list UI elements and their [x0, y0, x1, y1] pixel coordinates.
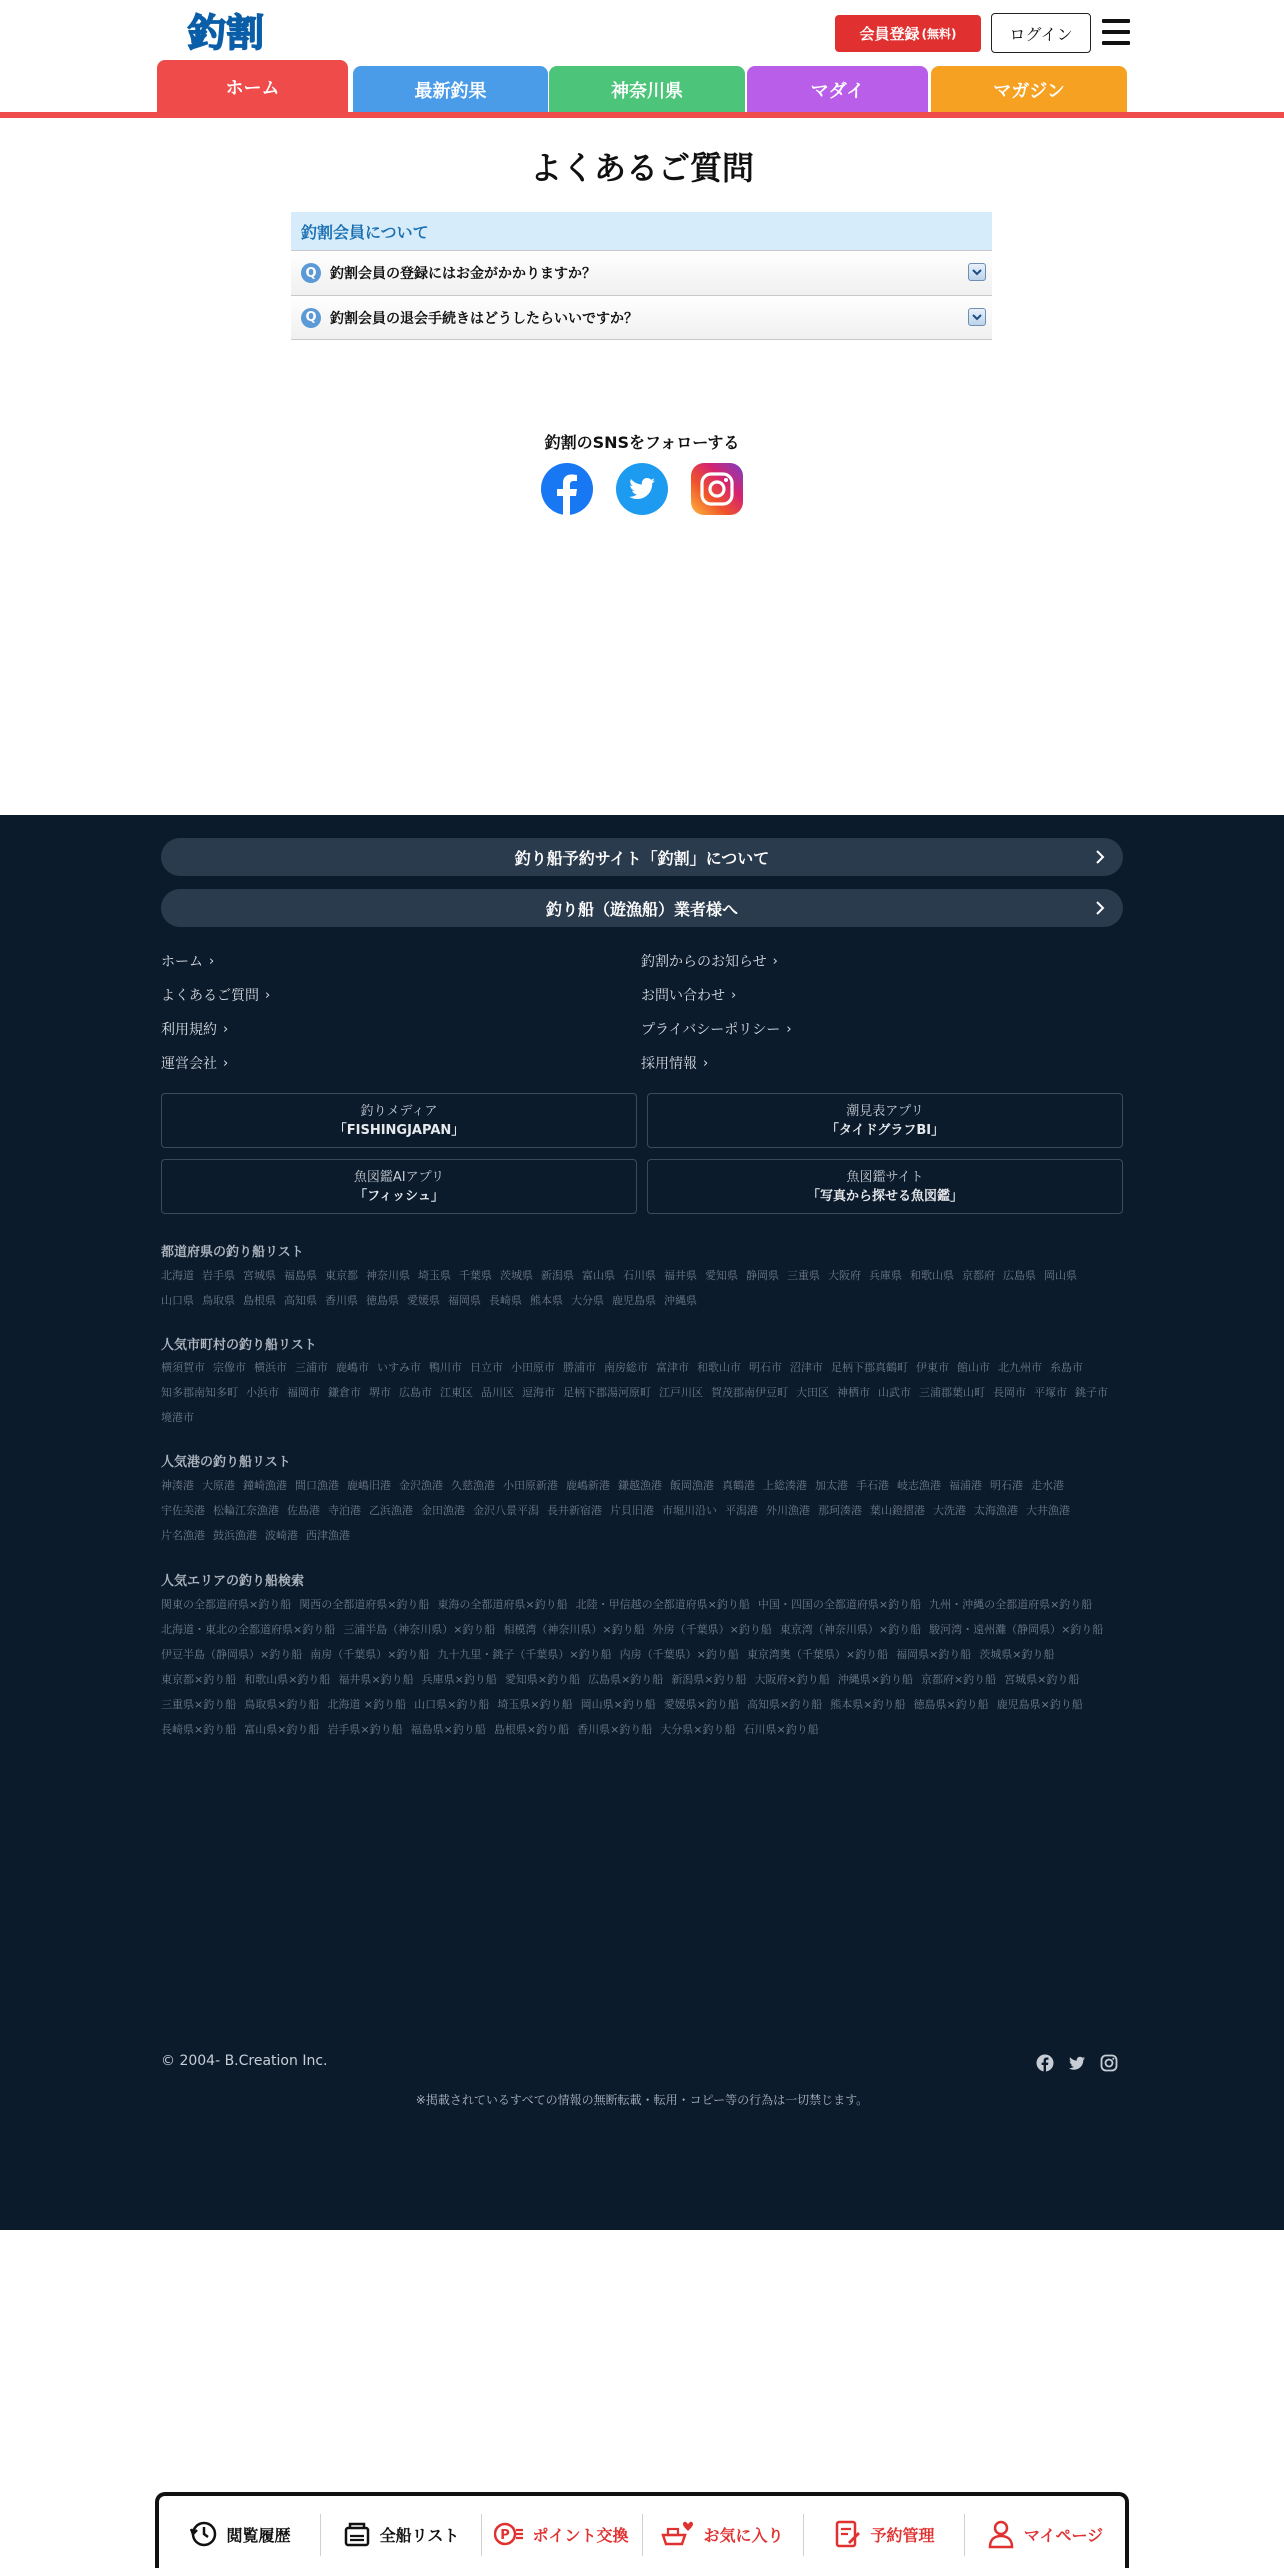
tab-underline-bar	[0, 112, 1284, 118]
footer-list-link[interactable]: 沖縄県×釣り船	[837, 1673, 913, 1686]
footer-list-link[interactable]: 三浦郡葉山町	[919, 1386, 985, 1399]
footer-list-link[interactable]: 外川漁港	[766, 1504, 810, 1517]
svg-text:P: P	[500, 2528, 511, 2543]
footer-list-link[interactable]: 大阪府	[828, 1269, 861, 1282]
footer-list-link[interactable]: 愛媛県×釣り船	[663, 1698, 740, 1711]
footer-list-link[interactable]: 三重県	[787, 1269, 820, 1282]
box-line1: 潮見表アプリ	[846, 1103, 924, 1119]
footer-list-link[interactable]: 埼玉県	[418, 1269, 451, 1282]
footer-link-contact[interactable]	[641, 985, 736, 1005]
footer-list-link[interactable]: 館山市	[957, 1361, 990, 1374]
footer-link-company[interactable]	[161, 1053, 228, 1073]
chevron-right-icon: ›	[209, 953, 215, 969]
footer-list-link[interactable]: 茨城県×釣り船	[979, 1648, 1055, 1661]
tab-madai[interactable]: マダイ	[747, 66, 928, 114]
link-label: 運営会社	[161, 1056, 217, 1072]
facebook-icon[interactable]	[1036, 2054, 1054, 2072]
chevron-down-icon[interactable]	[968, 308, 986, 326]
instagram-icon[interactable]	[691, 463, 743, 515]
footer-list-link[interactable]: 関東の全都道府県×釣り船	[161, 1598, 292, 1611]
footer-list-link[interactable]: 逗海市	[522, 1386, 555, 1399]
footer-list-link[interactable]: 手石港	[856, 1479, 889, 1492]
footer-list-link[interactable]: 相模湾（神奈川県）×釣り船	[503, 1623, 645, 1636]
footer-list-link[interactable]: 沼津市	[790, 1361, 823, 1374]
footer-list-link[interactable]: 新潟県	[541, 1269, 574, 1282]
footer-list-link[interactable]: 片名漁港	[161, 1529, 205, 1542]
footer-list-link[interactable]: 九十九里・銚子（千葉県）×釣り船	[437, 1648, 612, 1661]
logo-mark	[180, 6, 272, 56]
footer-list-link[interactable]: 福岡県×釣り船	[896, 1648, 972, 1661]
facebook-icon[interactable]	[541, 463, 593, 515]
footer-list-link[interactable]: 内房（千葉県）×釣り船	[619, 1648, 739, 1661]
footer-list-link[interactable]: 神奈川県	[366, 1269, 410, 1282]
footer-list-link[interactable]: 宗像市	[213, 1361, 246, 1374]
question-icon: Q	[301, 308, 321, 328]
chevron-right-icon: ›	[223, 1055, 229, 1071]
footer-list-link[interactable]: 糸島市	[1050, 1361, 1083, 1374]
register-label: 会員登録	[859, 25, 920, 43]
footer-list-link[interactable]: 西津漁港	[306, 1529, 350, 1542]
footer-list-link[interactable]: 静岡県	[746, 1269, 779, 1282]
main-tabs	[157, 60, 1127, 114]
city-list-title: 人気市町村の釣り船リスト	[161, 1338, 317, 1353]
footer-list-link[interactable]: 山口県	[161, 1294, 194, 1307]
footer-list-link[interactable]: 愛知県×釣り船	[504, 1673, 581, 1686]
footer-list-link[interactable]: 大田区	[796, 1386, 829, 1399]
site-logo[interactable]	[180, 6, 272, 56]
twitter-icon[interactable]	[616, 463, 668, 515]
footer-list-link[interactable]: 勝浦市	[563, 1361, 596, 1374]
footer-list-link[interactable]: 香川県×釣り船	[577, 1723, 653, 1736]
link-label: ホーム	[161, 954, 203, 970]
footer-list-link[interactable]: 岩手県	[202, 1269, 235, 1282]
chevron-right-icon: ›	[703, 1055, 709, 1071]
footer-list-link[interactable]: 葉山鐙摺港	[870, 1504, 925, 1517]
footer-list-link[interactable]: 伊豆半島（静岡県）×釣り船	[161, 1648, 303, 1661]
footer-list-link[interactable]: 松輪江奈漁港	[213, 1504, 279, 1517]
footer-list-link[interactable]: 山口県×釣り船	[414, 1698, 490, 1711]
footer-list-link[interactable]: 三重県×釣り船	[161, 1698, 237, 1711]
footer-list-link[interactable]: 島根県	[243, 1294, 276, 1307]
footer-list-link[interactable]: 大阪府×釣り船	[754, 1673, 830, 1686]
footer-list-link[interactable]: 愛媛県	[407, 1294, 440, 1307]
footer-list-link[interactable]: 鼓浜漁港	[213, 1529, 257, 1542]
footer-list-link[interactable]: 石川県	[623, 1269, 656, 1282]
footer-list-link[interactable]: 岡山県	[1044, 1269, 1077, 1282]
footer-list-link[interactable]: 熊本県	[530, 1294, 563, 1307]
footer-list-link[interactable]: 広島市	[399, 1386, 432, 1399]
nav-label: 閲覧履歴	[226, 2525, 291, 2545]
nav-favorites[interactable]	[642, 2496, 803, 2568]
footer-list-link[interactable]: 関西の全都道府県×釣り船	[299, 1598, 430, 1611]
footer-list-link[interactable]: 沖縄県	[664, 1294, 697, 1307]
footer-list-link[interactable]: 銚子市	[1075, 1386, 1108, 1399]
footer-list-link[interactable]: 乙浜漁港	[369, 1504, 413, 1517]
prefecture-list	[161, 1263, 1123, 1313]
footer-list-link[interactable]: 千葉県	[459, 1269, 492, 1282]
footer-list-link[interactable]: 江戸川区	[659, 1386, 703, 1399]
footer-list-link[interactable]: 山武市	[878, 1386, 911, 1399]
tab-magazine[interactable]: マガジン	[931, 66, 1127, 114]
footer-list-link[interactable]: 徳島県	[366, 1294, 399, 1307]
footer-list-link[interactable]: 兵庫県×釣り船	[421, 1673, 497, 1686]
chevron-right-icon	[1091, 899, 1109, 917]
login-button[interactable]: ログイン	[991, 13, 1091, 53]
footer-list-link[interactable]: 広島県×釣り船	[588, 1673, 664, 1686]
instagram-icon[interactable]	[1100, 2054, 1118, 2072]
footer-link-recruit[interactable]	[641, 1053, 708, 1073]
box-line2: 「タイドグラフBI」	[825, 1122, 945, 1138]
footer-link-home[interactable]	[161, 951, 214, 971]
footer-list-link[interactable]: 上総湊港	[763, 1479, 807, 1492]
footer-list-link[interactable]: 熊本県×釣り船	[830, 1698, 906, 1711]
faq-item[interactable]	[291, 295, 992, 340]
footer-list-link[interactable]: 徳島県×釣り船	[913, 1698, 989, 1711]
reservation-icon	[832, 2519, 862, 2549]
link-label: プライバシーポリシー	[641, 1022, 781, 1038]
footer-list-link[interactable]: 北海道・東北の全都道府県×釣り船	[161, 1623, 336, 1636]
footer-list-link[interactable]: 高知県	[284, 1294, 317, 1307]
footer-list-link[interactable]: 真鶴港	[722, 1479, 755, 1492]
bottom-nav	[155, 2492, 1129, 2568]
footer-list-link[interactable]: 中国・四国の全都道府県×釣り船	[757, 1598, 922, 1611]
footer-list-link[interactable]: 三浦市	[295, 1361, 328, 1374]
nav-history[interactable]	[159, 2496, 320, 2568]
prefecture-list-title: 都道府県の釣り船リスト	[161, 1245, 304, 1260]
sns-follow-title: 釣割のSNSをフォローする	[544, 433, 740, 452]
footer-list-link[interactable]: 大洗港	[933, 1504, 966, 1517]
footer-list-link[interactable]: 鴨川市	[429, 1361, 462, 1374]
footer-list-link[interactable]: 鹿嶋市	[336, 1361, 369, 1374]
footer-list-link[interactable]: 久慈漁港	[451, 1479, 495, 1492]
footer-list-link[interactable]: 飯岡漁港	[670, 1479, 714, 1492]
tab-home[interactable]: ホーム	[157, 60, 348, 114]
footer-list-link[interactable]: 福島県×釣り船	[410, 1723, 486, 1736]
faq-section	[291, 212, 992, 340]
footer-list-link[interactable]: 京都府	[962, 1269, 995, 1282]
chevron-right-icon: ›	[265, 987, 271, 1003]
nav-point-exchange[interactable]	[481, 2496, 642, 2568]
box-line1: 魚図鑑サイト	[846, 1169, 924, 1185]
footer-list-link[interactable]: 兵庫県	[869, 1269, 902, 1282]
footer-list-link[interactable]: 鳥取県	[202, 1294, 235, 1307]
footer-list-link[interactable]: 東京都	[325, 1269, 358, 1282]
register-sub-label: (無料)	[921, 27, 957, 41]
footer-list-link[interactable]: 知多郡南知多町	[161, 1386, 238, 1399]
footer-list-link[interactable]: 南房総市	[604, 1361, 648, 1374]
faq-question-text: 釣割会員の退会手続きはどうしたらいいですか？	[330, 310, 638, 327]
nav-label: 全船リスト	[379, 2525, 460, 2545]
footer-list-link[interactable]: 日立市	[470, 1361, 503, 1374]
tab-kanagawa[interactable]: 神奈川県	[549, 66, 745, 114]
footer-list-link[interactable]: 外房（千葉県）×釣り船	[652, 1623, 772, 1636]
footer-list-link[interactable]: 岡山県×釣り船	[580, 1698, 656, 1711]
footer-list-link[interactable]: 鹿嶋旧港	[347, 1479, 391, 1492]
footer-list-link[interactable]: 波崎港	[265, 1529, 298, 1542]
footer-list-link[interactable]: 北九州市	[998, 1361, 1042, 1374]
footer-list-link[interactable]: 島根県×釣り船	[493, 1723, 570, 1736]
footer-list-link[interactable]: 福島県	[284, 1269, 317, 1282]
pill-label: 釣り船予約サイト「釣割」について	[514, 848, 770, 868]
site-header	[0, 0, 1284, 118]
footer-list-link[interactable]: 平塚市	[1034, 1386, 1067, 1399]
footer-list-link[interactable]: 堺市	[369, 1386, 391, 1399]
footer-list-link[interactable]: 愛知県	[705, 1269, 738, 1282]
nav-label: マイページ	[1023, 2525, 1104, 2545]
footer-list-link[interactable]: 足柄下郡真鶴町	[831, 1361, 908, 1374]
svg-text:釣割: 釣割	[187, 11, 265, 55]
nav-label: ポイント交換	[532, 2525, 629, 2545]
footer-list-link[interactable]: 宮城県×釣り船	[1004, 1673, 1080, 1686]
footer-list-link[interactable]: 福岡県	[448, 1294, 481, 1307]
footer-list-link[interactable]: 鹿嶋新港	[566, 1479, 610, 1492]
register-button[interactable]	[835, 15, 981, 52]
nav-reservations[interactable]	[803, 2496, 964, 2568]
footer-list-link[interactable]: 横須賀市	[161, 1361, 205, 1374]
box-line1: 釣りメディア	[360, 1103, 438, 1119]
footer-list-link[interactable]: 小田原新港	[503, 1479, 558, 1492]
link-label: お問い合わせ	[641, 988, 725, 1004]
chevron-right-icon: ›	[772, 953, 778, 969]
footer-list-link[interactable]: 佐島港	[287, 1504, 320, 1517]
footer-list-link[interactable]: 足柄下郡湯河原町	[563, 1386, 651, 1399]
footer-list-link[interactable]: 宮城県	[243, 1269, 276, 1282]
footer-list-link[interactable]: 岐志漁港	[897, 1479, 941, 1492]
copyright: © 2004- B.Creation Inc.	[161, 2053, 328, 2069]
footer-link-terms[interactable]	[161, 1019, 228, 1039]
footer-list-link[interactable]: 品川区	[481, 1386, 514, 1399]
footer-list-link[interactable]: 福浦港	[949, 1479, 982, 1492]
nav-label: お気に入り	[703, 2525, 784, 2545]
page-title: よくあるご質問	[529, 149, 754, 187]
tab-latest-catch[interactable]: 最新釣果	[353, 66, 548, 114]
footer-list-link[interactable]: 伊東市	[916, 1361, 949, 1374]
footer-list-link[interactable]: 明石市	[749, 1361, 782, 1374]
footer-list-link[interactable]: 北海道 ×釣り船	[327, 1698, 407, 1711]
footer-list-link[interactable]: 明石港	[990, 1479, 1023, 1492]
footer-list-link[interactable]: 東京湾（神奈川県）×釣り船	[779, 1623, 922, 1636]
footer-list-link[interactable]: 市堀川沿い	[662, 1504, 717, 1517]
footer-list-link[interactable]: 福岡市	[287, 1386, 320, 1399]
footer-list-link[interactable]: 南房（千葉県）×釣り船	[310, 1648, 430, 1661]
link-label: 採用情報	[641, 1056, 697, 1072]
area-list	[161, 1592, 1123, 1742]
twitter-icon[interactable]	[1068, 2054, 1086, 2072]
footer-list-link[interactable]: 鎌倉市	[328, 1386, 361, 1399]
chevron-right-icon: ›	[786, 1021, 792, 1037]
hamburger-menu-icon[interactable]	[1102, 19, 1130, 45]
link-label: よくあるご質問	[161, 988, 259, 1004]
footer-list-link[interactable]: 福井県×釣り船	[338, 1673, 414, 1686]
footer-list-link[interactable]: 走水港	[1031, 1479, 1064, 1492]
area-list-title: 人気エリアの釣り船検索	[161, 1574, 305, 1589]
favorite-ship-icon	[661, 2519, 695, 2549]
footer-list-link[interactable]: 和歌山県	[910, 1269, 954, 1282]
nav-ship-list[interactable]	[320, 2496, 481, 2568]
port-list	[161, 1473, 1123, 1548]
footer-list-link[interactable]: 富山県	[582, 1269, 615, 1282]
footer-list-link[interactable]: 三浦半島（神奈川県）×釣り船	[343, 1623, 496, 1636]
footer-list-link[interactable]: 京都府×釣り船	[920, 1673, 997, 1686]
footer-list-link[interactable]: 鐘崎漁港	[243, 1479, 287, 1492]
box-line1: 魚図鑑AIアプリ	[353, 1169, 445, 1185]
footer-list-link[interactable]: 間口漁港	[295, 1479, 339, 1492]
link-label: 利用規約	[161, 1022, 217, 1038]
footer-list-link[interactable]: 金田漁港	[421, 1504, 465, 1517]
box-line2: 「写真から探せる魚図鑑」	[806, 1188, 963, 1204]
footer-list-link[interactable]: 長崎県×釣り船	[161, 1723, 237, 1736]
footer-list-link[interactable]: 鳥取県×釣り船	[244, 1698, 320, 1711]
footer-list-link[interactable]: 大分県	[571, 1294, 604, 1307]
footer-list-link[interactable]: 江東区	[440, 1386, 473, 1399]
footer-list-link[interactable]: 那珂湊港	[818, 1504, 862, 1517]
footer-list-link[interactable]: 鹿児島県×釣り船	[996, 1698, 1083, 1711]
fish-ai-app-link[interactable]	[161, 1159, 637, 1214]
footer-list-link[interactable]: 小田原市	[511, 1361, 555, 1374]
chevron-right-icon: ›	[731, 987, 737, 1003]
footer-link-privacy[interactable]	[641, 1019, 792, 1039]
fishingjapan-link[interactable]	[161, 1093, 637, 1148]
point-icon	[494, 2519, 524, 2549]
footer-list-link[interactable]: 境港市	[161, 1411, 194, 1424]
footer-list-link[interactable]: 長井新宿港	[547, 1504, 602, 1517]
chevron-down-icon[interactable]	[968, 263, 986, 281]
footer-list-link[interactable]: 鹿児島県	[612, 1294, 656, 1307]
footer-list-link[interactable]: 東京都×釣り船	[161, 1673, 237, 1686]
footer-list-link[interactable]: 東京湾奥（千葉県）×釣り船	[746, 1648, 889, 1661]
faq-section-title: 釣割会員について	[291, 212, 992, 250]
about-tsuriwari-link[interactable]	[161, 838, 1123, 876]
history-icon	[188, 2519, 218, 2549]
footer-link-faq[interactable]	[161, 985, 270, 1005]
footer-list-link[interactable]: 埼玉県×釣り船	[497, 1698, 573, 1711]
faq-question-text: 釣割会員の登録にはお金がかかりますか？	[330, 266, 596, 282]
footer-list-link[interactable]: 和歌山市	[697, 1361, 741, 1374]
tidegraph-link[interactable]	[647, 1093, 1123, 1148]
footer-link-news[interactable]	[641, 951, 778, 971]
footer-list-link[interactable]: 広島県	[1003, 1269, 1036, 1282]
fish-encyclopedia-link[interactable]	[647, 1159, 1123, 1214]
footer-list-link[interactable]: 大原港	[202, 1479, 235, 1492]
footer-list-link[interactable]: 横浜市	[254, 1361, 287, 1374]
box-line2: 「FISHINGJAPAN」	[333, 1122, 465, 1138]
footer-list-link[interactable]: 大井漁港	[1026, 1504, 1070, 1517]
footer-list-link[interactable]: 宇佐美港	[161, 1504, 205, 1517]
copyright-notice: ※掲載されているすべての情報の無断転載・転用・コピー等の行為は一切禁じます。	[415, 2093, 869, 2107]
faq-item[interactable]	[291, 250, 992, 295]
for-operators-link[interactable]	[161, 889, 1123, 927]
footer-list-link[interactable]: 金沢八景平潟	[473, 1504, 539, 1517]
footer-list-link[interactable]: 富津市	[656, 1361, 689, 1374]
footer-list-link[interactable]: 福井県	[664, 1269, 697, 1282]
footer-list-link[interactable]: 神湊港	[161, 1479, 194, 1492]
footer-list-link[interactable]: 新潟県×釣り船	[671, 1673, 747, 1686]
nav-label: 予約管理	[870, 2525, 935, 2545]
footer-list-link[interactable]: 片貝旧港	[610, 1504, 654, 1517]
footer-list-link[interactable]: 茨城県	[500, 1269, 533, 1282]
footer-list-link[interactable]: 寺泊港	[328, 1504, 361, 1517]
chevron-right-icon	[1091, 848, 1109, 866]
link-label: 釣割からのお知らせ	[641, 954, 767, 970]
ship-list-icon	[342, 2519, 372, 2549]
footer-list-link[interactable]: 北陸・甲信越の全都道府県×釣り船	[575, 1598, 750, 1611]
mypage-icon	[986, 2519, 1016, 2549]
footer-list-link[interactable]: 小浜市	[246, 1386, 279, 1399]
footer-list-link[interactable]: いすみ市	[377, 1361, 421, 1374]
footer-list-link[interactable]: 大分県×釣り船	[660, 1723, 736, 1736]
footer-list-link[interactable]: 富山県×釣り船	[244, 1723, 320, 1736]
footer-list-link[interactable]: 北海道	[161, 1269, 194, 1282]
footer-list-link[interactable]: 東海の全都道府県×釣り船	[437, 1598, 568, 1611]
question-icon: Q	[301, 263, 321, 283]
box-line2: 「フィッシュ」	[354, 1188, 444, 1204]
chevron-right-icon: ›	[223, 1021, 229, 1037]
port-list-title: 人気港の釣り船リスト	[161, 1455, 291, 1470]
pill-label: 釣り船（遊漁船）業者様へ	[545, 899, 738, 919]
footer-list-link[interactable]: 長岡市	[993, 1386, 1026, 1399]
footer-list-link[interactable]: 太海漁港	[974, 1504, 1018, 1517]
footer-list-link[interactable]: 石川県×釣り船	[743, 1723, 819, 1736]
sns-links	[541, 463, 743, 515]
nav-mypage[interactable]	[964, 2496, 1125, 2568]
footer-list-link[interactable]: 岩手県×釣り船	[327, 1723, 403, 1736]
footer-list-link[interactable]: 香川県	[325, 1294, 358, 1307]
footer-list-link[interactable]: 長崎県	[489, 1294, 522, 1307]
footer-list-link[interactable]: 賀茂郡南伊豆町	[711, 1386, 788, 1399]
footer-list-link[interactable]: 駿河湾・遠州灘（静岡県）×釣り船	[929, 1623, 1104, 1636]
footer-list-link[interactable]: 高知県×釣り船	[747, 1698, 823, 1711]
city-list	[161, 1355, 1123, 1430]
footer-list-link[interactable]: 和歌山県×釣り船	[244, 1673, 331, 1686]
footer-list-link[interactable]: 神栖市	[837, 1386, 870, 1399]
footer-list-link[interactable]: 金沢漁港	[399, 1479, 443, 1492]
footer-list-link[interactable]: 平潟港	[725, 1504, 758, 1517]
footer-list-link[interactable]: 鎌越漁港	[618, 1479, 662, 1492]
footer-list-link[interactable]: 加太港	[815, 1479, 848, 1492]
footer-list-link[interactable]: 九州・沖縄の全都道府県×釣り船	[929, 1598, 1093, 1611]
